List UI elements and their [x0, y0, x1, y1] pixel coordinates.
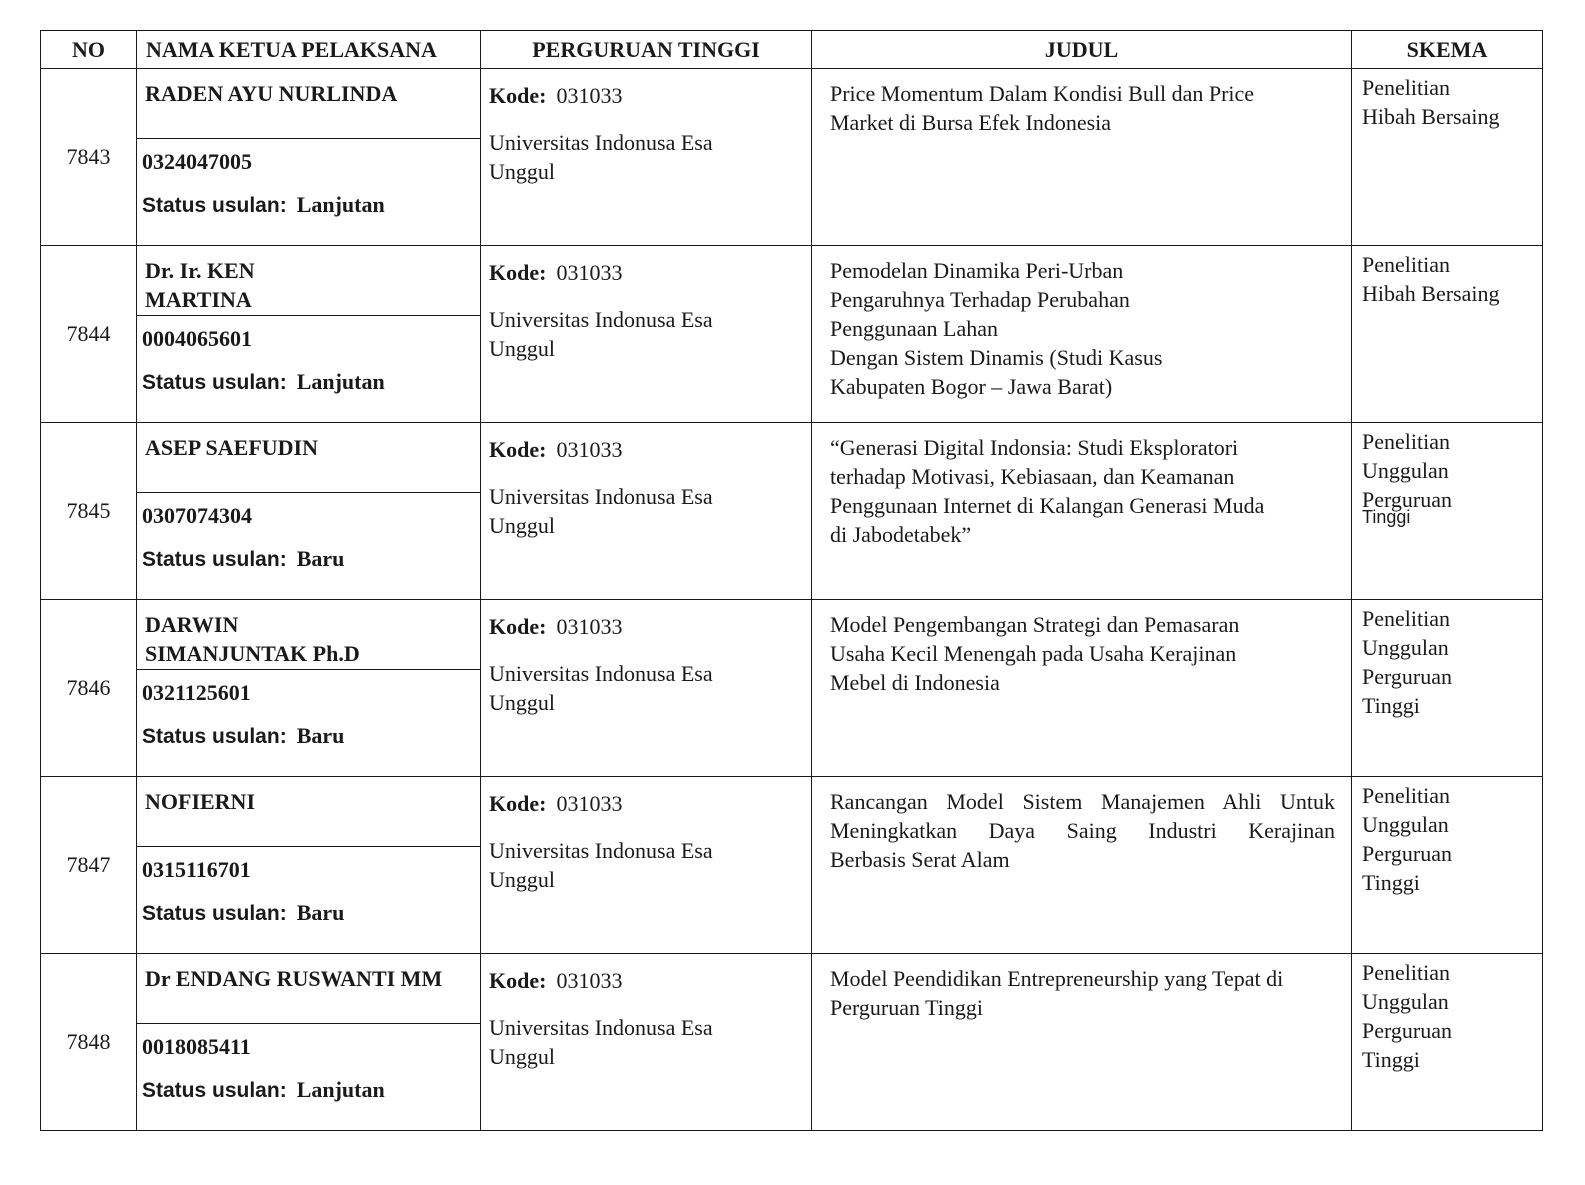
university-name-line: Unggul	[489, 690, 555, 715]
ketua-name-line: Dr. Ir. KEN	[145, 258, 255, 283]
skema-line: Penelitian	[1362, 429, 1450, 454]
skema-line: Tinggi	[1362, 870, 1420, 895]
judul-line: Market di Bursa Efek Indonesia	[830, 110, 1112, 135]
ketua-name-line: ASEP SAEFUDIN	[145, 435, 318, 460]
kode-label: Kode:	[489, 437, 547, 462]
row-number: 7848	[41, 954, 137, 1131]
cell-divider	[137, 492, 480, 493]
ketua-id: 0324047005	[142, 149, 252, 174]
row-number: 7846	[41, 600, 137, 777]
skema-line: Hibah Bersaing	[1362, 281, 1500, 306]
ketua-cell	[137, 423, 481, 600]
kode-row	[489, 81, 803, 110]
judul-line: Penggunaan Lahan	[830, 316, 998, 341]
perguruan-tinggi-cell	[481, 954, 812, 1131]
row-number: 7844	[41, 246, 137, 423]
perguruan-tinggi-cell	[481, 69, 812, 246]
skema-line: Penelitian	[1362, 252, 1450, 277]
judul-cell	[812, 954, 1352, 1131]
kode-value: 031033	[556, 437, 623, 462]
kode-row	[489, 258, 803, 287]
kode-value: 031033	[556, 260, 623, 285]
university-name-line: Universitas Indonusa Esa	[489, 661, 713, 686]
row-number: 7845	[41, 423, 137, 600]
kode-row	[489, 612, 803, 641]
ketua-name-line: NOFIERNI	[145, 789, 256, 814]
ketua-name	[145, 964, 478, 993]
status-label: Status usulan:	[142, 194, 287, 217]
kode-row	[489, 789, 803, 818]
kode-label: Kode:	[489, 83, 547, 108]
row-number: 7847	[41, 777, 137, 954]
kode-label: Kode:	[489, 791, 547, 816]
university-name-line: Universitas Indonusa Esa	[489, 307, 713, 332]
status-value: Baru	[296, 900, 345, 925]
research-proposal-table	[40, 30, 1543, 1131]
university-name-line: Unggul	[489, 513, 555, 538]
header-judul: JUDUL	[812, 31, 1352, 69]
skema-cell	[1352, 246, 1543, 423]
perguruan-tinggi-cell	[481, 600, 812, 777]
header-nama: NAMA KETUA PELAKSANA	[137, 31, 481, 69]
kode-row	[489, 966, 803, 995]
cell-divider	[137, 669, 480, 670]
skema-cell	[1352, 423, 1543, 600]
university-name-line: Universitas Indonusa Esa	[489, 130, 713, 155]
kode-value: 031033	[556, 83, 623, 108]
judul-line: terhadap Motivasi, Kebiasaan, dan Keamanan	[830, 464, 1235, 489]
table-row	[41, 777, 1543, 954]
table-row	[41, 954, 1543, 1131]
status-usulan	[142, 1077, 385, 1103]
judul-line: Penggunaan Internet di Kalangan Generasi Muda	[830, 493, 1265, 518]
university-name-line: Unggul	[489, 336, 555, 361]
table-row	[41, 69, 1543, 246]
perguruan-tinggi-cell	[481, 777, 812, 954]
skema-line: Tinggi	[1362, 507, 1411, 527]
header-no: NO	[41, 31, 137, 69]
skema-line: Unggulan	[1362, 989, 1449, 1014]
status-label: Status usulan:	[142, 371, 287, 394]
skema-line: Perguruan	[1362, 1018, 1453, 1043]
skema-line: Tinggi	[1362, 693, 1420, 718]
university-name-line: Universitas Indonusa Esa	[489, 1015, 713, 1040]
judul-line: Berbasis Serat Alam	[830, 847, 1010, 872]
ketua-name	[145, 610, 478, 668]
university-name-line: Unggul	[489, 1044, 555, 1069]
ketua-name	[145, 256, 478, 314]
ketua-name-line: Dr ENDANG RUSWANTI MM	[145, 966, 443, 991]
status-value: Lanjutan	[296, 1077, 385, 1102]
skema-line: Unggulan	[1362, 458, 1449, 483]
ketua-name-line: MARTINA	[145, 287, 252, 312]
judul-line: Perguruan Tinggi	[830, 995, 984, 1020]
judul-line: Meningkatkan Daya Saing Industri Kerajinan	[830, 818, 1335, 843]
perguruan-tinggi-cell	[481, 246, 812, 423]
judul-line: Model Pengembangan Strategi dan Pemasaran	[830, 612, 1240, 637]
ketua-id: 0004065601	[142, 326, 252, 351]
skema-line: Hibah Bersaing	[1362, 104, 1500, 129]
perguruan-tinggi-cell	[481, 423, 812, 600]
ketua-name	[145, 787, 478, 816]
status-usulan	[142, 369, 385, 395]
judul-line: Usaha Kecil Menengah pada Usaha Kerajinan	[830, 641, 1237, 666]
university-name-line: Universitas Indonusa Esa	[489, 838, 713, 863]
judul-cell	[812, 600, 1352, 777]
university-name-line: Unggul	[489, 867, 555, 892]
skema-cell	[1352, 69, 1543, 246]
table-header-row	[41, 31, 1543, 69]
judul-cell	[812, 777, 1352, 954]
ketua-cell	[137, 69, 481, 246]
status-label: Status usulan:	[142, 548, 287, 571]
judul-line: Model Peendidikan Entrepreneurship yang Tepat di	[830, 966, 1284, 991]
table-row	[41, 246, 1543, 423]
kode-row	[489, 435, 803, 464]
header-skema: SKEMA	[1352, 31, 1543, 69]
header-perguruan-tinggi: PERGURUAN TINGGI	[481, 31, 812, 69]
skema-line: Penelitian	[1362, 606, 1450, 631]
ketua-cell	[137, 600, 481, 777]
judul-line: Kabupaten Bogor – Jawa Barat)	[830, 374, 1113, 399]
judul-line: Dengan Sistem Dinamis (Studi Kasus	[830, 345, 1163, 370]
university-name-line: Unggul	[489, 159, 555, 184]
skema-line: Penelitian	[1362, 783, 1450, 808]
status-label: Status usulan:	[142, 725, 287, 748]
ketua-cell	[137, 954, 481, 1131]
kode-label: Kode:	[489, 614, 547, 639]
ketua-cell	[137, 777, 481, 954]
status-label: Status usulan:	[142, 1079, 287, 1102]
judul-cell	[812, 69, 1352, 246]
skema-line: Perguruan	[1362, 664, 1453, 689]
skema-line: Unggulan	[1362, 812, 1449, 837]
status-value: Lanjutan	[296, 369, 385, 394]
kode-value: 031033	[556, 968, 623, 993]
status-value: Baru	[296, 723, 345, 748]
status-value: Baru	[296, 546, 345, 571]
skema-line: Perguruan	[1362, 841, 1453, 866]
judul-line: Rancangan Model Sistem Manajemen Ahli Untuk	[830, 789, 1335, 814]
ketua-id: 0321125601	[142, 680, 251, 705]
status-usulan	[142, 192, 385, 218]
cell-divider	[137, 1023, 480, 1024]
ketua-id: 0018085411	[142, 1034, 251, 1059]
skema-line: Penelitian	[1362, 960, 1450, 985]
kode-value: 031033	[556, 614, 623, 639]
kode-label: Kode:	[489, 968, 547, 993]
table-row	[41, 423, 1543, 600]
kode-value: 031033	[556, 791, 623, 816]
status-value: Lanjutan	[296, 192, 385, 217]
table-row	[41, 600, 1543, 777]
skema-cell	[1352, 954, 1543, 1131]
judul-line: Pengaruhnya Terhadap Perubahan	[830, 287, 1130, 312]
judul-line: Price Momentum Dalam Kondisi Bull dan Price	[830, 81, 1255, 106]
ketua-id: 0315116701	[142, 857, 251, 882]
university-name-line: Universitas Indonusa Esa	[489, 484, 713, 509]
judul-cell	[812, 246, 1352, 423]
cell-divider	[137, 315, 480, 316]
cell-divider	[137, 138, 480, 139]
skema-line: Penelitian	[1362, 75, 1450, 100]
judul-line: Pemodelan Dinamika Peri-Urban	[830, 258, 1124, 283]
skema-line: Unggulan	[1362, 635, 1449, 660]
status-usulan	[142, 723, 344, 749]
ketua-name	[145, 79, 478, 108]
judul-line: Mebel di Indonesia	[830, 670, 1000, 695]
skema-line: Perguruan	[1362, 487, 1453, 512]
judul-line: “Generasi Digital Indonsia: Studi Eksploratori	[830, 435, 1239, 460]
ketua-name-line: RADEN AYU NURLINDA	[145, 81, 398, 106]
ketua-cell	[137, 246, 481, 423]
ketua-name-line: SIMANJUNTAK Ph.D	[145, 641, 360, 666]
row-number: 7843	[41, 69, 137, 246]
status-usulan	[142, 900, 344, 926]
cell-divider	[137, 846, 480, 847]
ketua-name	[145, 433, 478, 462]
judul-line: di Jabodetabek”	[830, 522, 972, 547]
ketua-name-line: DARWIN	[145, 612, 239, 637]
skema-line: Tinggi	[1362, 1047, 1420, 1072]
skema-cell	[1352, 777, 1543, 954]
judul-cell	[812, 423, 1352, 600]
ketua-id: 0307074304	[142, 503, 252, 528]
kode-label: Kode:	[489, 260, 547, 285]
status-label: Status usulan:	[142, 902, 287, 925]
skema-cell	[1352, 600, 1543, 777]
table-body	[41, 69, 1543, 1131]
status-usulan	[142, 546, 344, 572]
